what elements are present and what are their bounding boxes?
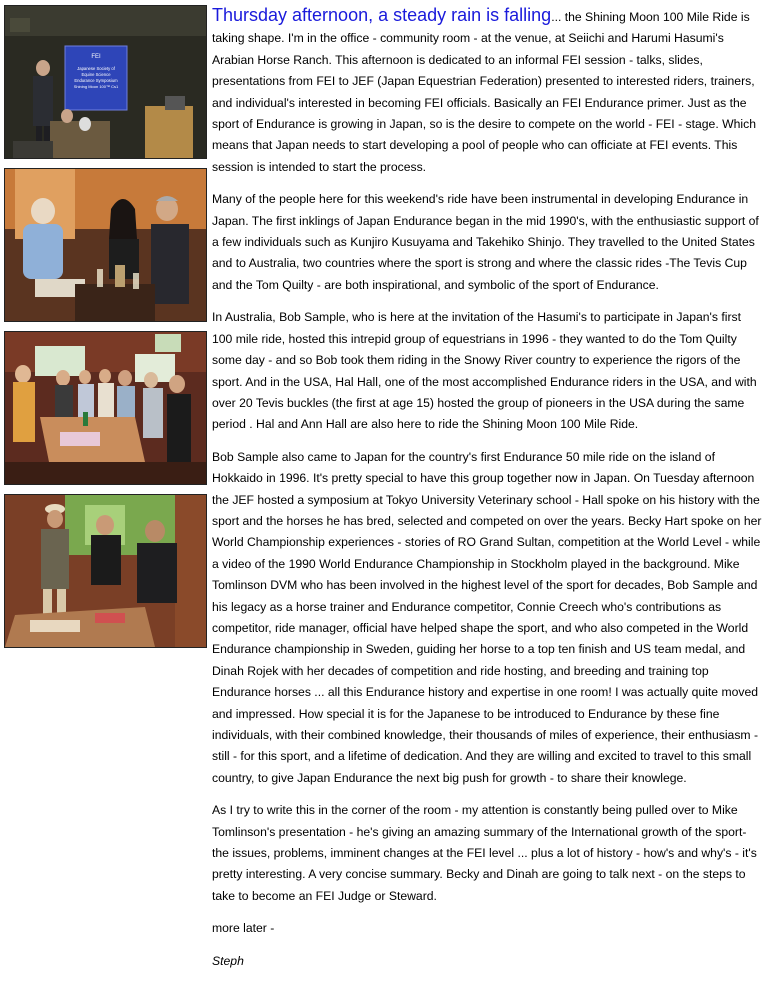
photo-presentation [4,5,207,159]
paragraph-1-text: ... the Shining Moon 100 Mile Ride is taking shape. I'm in the office - community room - at the venue, at Seiichi and Harumi Hasumi's Arabian Horse Ranch. This afternoon is dedicated to an informal FEI session - talks, slides, presentations from FEI to JEF (Japan Equestrian Federation) presented to interested riders, trainers, and individual's interested in becoming FEI officials. Basically an FEI Endurance primer. Just as the sport of Endurance is growing in Japan, so is the desire to compete on the world - FEI - stage. Which means that Japan needs to start developing a pool of people who can officiate at FEI events. This session is intended to start the process. [212,10,756,174]
slide-line-3: Endurance Symposium [74,78,118,83]
slide-logo: FEI [91,54,101,60]
photo-gathering [4,494,207,648]
photo-seated-group [4,168,207,322]
article-title: Thursday afternoon, a steady rain is falling [212,5,552,25]
slide-line-1: Japanese Society of [77,66,115,71]
paragraph-3: In Australia, Bob Sample, who is here at the invitation of the Hasumi's to participate in Japan's first 100 mile ride, hosted this intrepid group of equestrians in 1996 - they wanted to do the Tom Quilty some day - and so Bob took them riding in the Snowy River country to experience the rigors of the sport. And in the USA, Hal Hall, one of the most accomplished Endurance riders in the USA, and with over 20 Tevis buckles (the first at age 15) hosted the group of pioneers in the USA during the same period . Hal and Ann Hall are also here to ride the Shining Moon 100 Mile Ride. [212,310,757,432]
group-table-scene [5,332,206,484]
closing-line: more later - [212,921,275,936]
article-body [212,5,764,983]
paragraph-2: Many of the people here for this weekend's ride have been instrumental in developing Endurance in Japan. The first inklings of Japan Endurance began in the mid 1990's, with the enthusiastic support of a few individuals such as Kunjiro Kusuyama and Takehiko Shinjo. They travelled to the United States and to Australia, two countries where the sport is strong and where the classic rides -The Tevis Cup and the Tom Quilty - are both inspirational, and symbolic of the sport of Endurance. [212,192,759,292]
slide-line-2: Equine Science [81,72,111,77]
paragraph-5: As I try to write this in the corner of the room - my attention is constantly being pulled over to Mike Tomlinson's presentation - he's giving an amazing summary of the International growth of the sport- the issues, problems, imminent changes at the FEI level ... plus a lot of history - how's and why's - it's pretty interesting. A very concise summary. Becky and Dinah are going to talk next - on the steps to take to become an FEI Judge or Steward. [212,803,757,903]
photo-group-table [4,331,207,485]
signature: Steph [212,953,244,968]
slide-line-4: Shining Moon 100™ Cs1 [73,84,119,89]
paragraph-1 [212,5,764,178]
presentation-scene [5,6,206,158]
paragraph-4: Bob Sample also came to Japan for the country's first Endurance 50 mile ride on the island of Hokkaido in 1996. It's pretty special to have this group together now in Japan. On Tuesday afternoon the JEF hosted a symposium at Tokyo University Veterinary school - Hall spoke on his history with the sport and the horses he has bred, selected and competed on over the years. Becky Hart spoke on her World Championship experiences - stories of RO Grand Sultan, competition at the World Level - while a video of the 1990 World Endurance Championship in Stockholm played in the background. Mike Tomlinson DVM who has been involved in the highest level of the sport for decades, Bob Sample and his legacy as a horse trainer and Endurance competitor, Connie Creech who's contributions as competitor, ride manager, official have helped shape the sport, and who also competed in the World Endurance championship in Sweden, guiding her horse to a top ten finish and US team medal, and Dinah Rojek with her decades of competition and ride hosting, and breeding and training top Endurance horses ... all this Endurance history and expertise in one room! I was actually quite moved and impressed. How special it is for the Japanese to be introduced to Endurance by these fine individuals, with their combined knowledge, their thousands of miles of experience, their enthusiasm - still - for this sport, and a lifetime of dedication. And they are willing and excited to travel to this small country, to give Japan Endurance the next big push for growth - to share their knowlege. [212,449,762,785]
seated-group-scene [5,169,206,321]
gathering-scene [5,495,206,647]
